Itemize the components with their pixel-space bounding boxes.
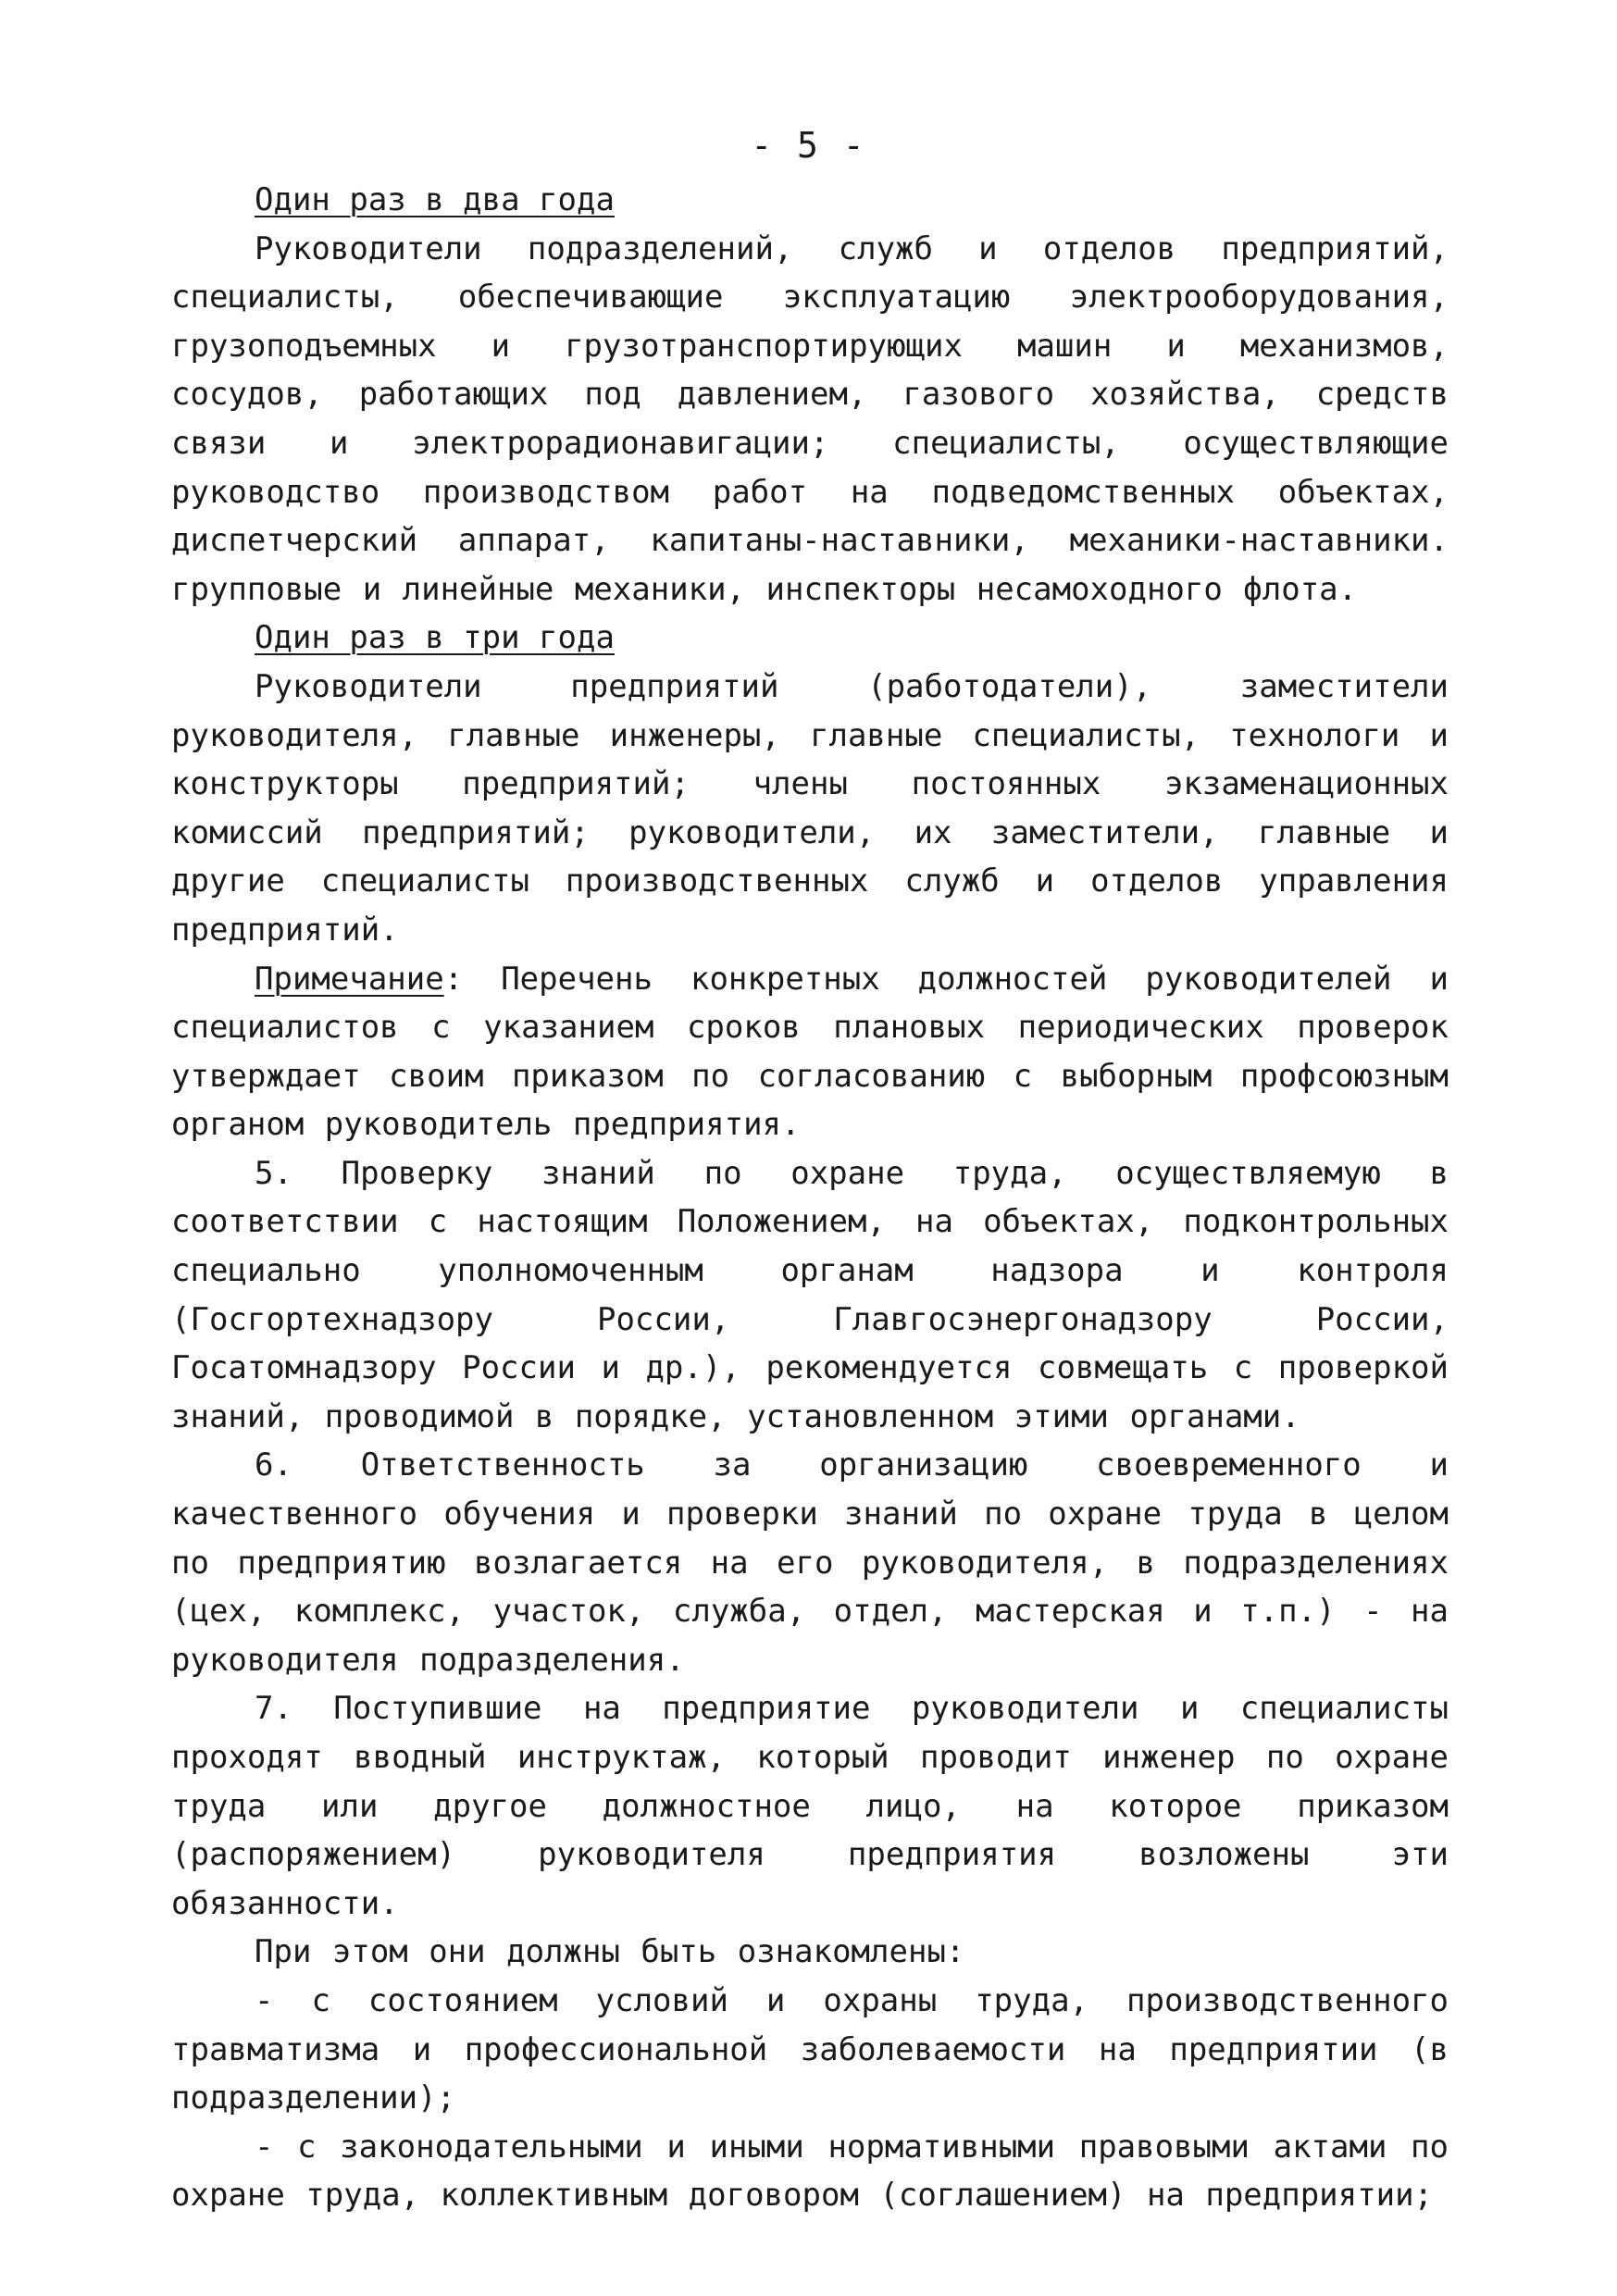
list-item-2: - с законодательными и иными нормативными правовыми актами по охране труда, коллективным договором (соглашением) на предприятии;	[171, 2128, 1449, 2215]
section-text-two-years: Руководители подразделений, служб и отделов предприятий, специалисты, обеспечивающие эксплуатацию электрооборудования, грузоподъемных и грузотранспортирующих машин и механизмов, сосудов, работающих под давлением, газового хозяйства, средств связи и электрорадионавигации; специалисты, осуществляющие руководство производством работ на подведомственных объектах, диспетчерский аппарат, капитаны-наставники, механики-наставники. групповые и линейные механики, инспекторы несамоходного флота.	[171, 230, 1449, 608]
section-heading-two-years-text: Один раз в два года	[255, 181, 615, 218]
list-item-1: - с состоянием условий и охраны труда, производственного травматизма и профессиональной заболеваемости на предприятии (в подразделении);	[171, 1981, 1449, 2117]
note-text: : Перечень конкретных должностей руководителей и специалистов с указанием сроков плановых периодических проверок утверждает своим приказом по согласованию с выборным профсоюзным органом руководитель предприятия.	[171, 960, 1449, 1144]
paragraph-intro: При этом они должны быть ознакомлены:	[255, 1933, 965, 1971]
section-text-three-years: Руководители предприятий (работодатели), заместители руководителя, главные инженеры, главные специалисты, технологи и конструкторы предприятий; члены постоянных экзаменационных комиссий предприятий; руководители, их заместители, главные и другие специалисты производственных служб и отделов управления предприятий.	[171, 667, 1449, 949]
section-heading-two-years	[171, 176, 1449, 225]
note-paragraph	[171, 955, 1449, 1149]
paragraph-7: 7. Поступившие на предприятие руководители и специалисты проходят вводный инструктаж, который проводит инженер по охране труда или другое должностное лицо, на которое приказом (распоряжением) руководителя предприятия возложены эти обязанности.	[171, 1690, 1449, 1922]
section-heading-three-years	[171, 614, 1449, 663]
paragraph-5: 5. Проверку знаний по охране труда, осуществляемую в соответствии с настоящим Положением, на объектах, подконтрольных специально уполномоченным органам надзора и контроля (Госгортехнадзору России, Главгосэнергонадзору России, Госатомнадзору России и др.), рекомендуется совмещать с проверкой знаний, проводимой в порядке, установленном этими органами.	[171, 1154, 1449, 1435]
section-heading-three-years-text: Один раз в три года	[255, 619, 615, 657]
document-body	[171, 176, 1449, 2220]
paragraph-6: 6. Ответственность за организацию своевременного и качественного обучения и проверки знаний по охране труда в целом по предприятию возлагается на его руководителя, в подразделениях (цех, комплекс, участок, служба, отдел, мастерская и т.п.) - на руководителя подразделения.	[171, 1446, 1449, 1679]
note-label: Примечание	[255, 960, 444, 998]
page-number: - 5 -	[751, 125, 866, 166]
